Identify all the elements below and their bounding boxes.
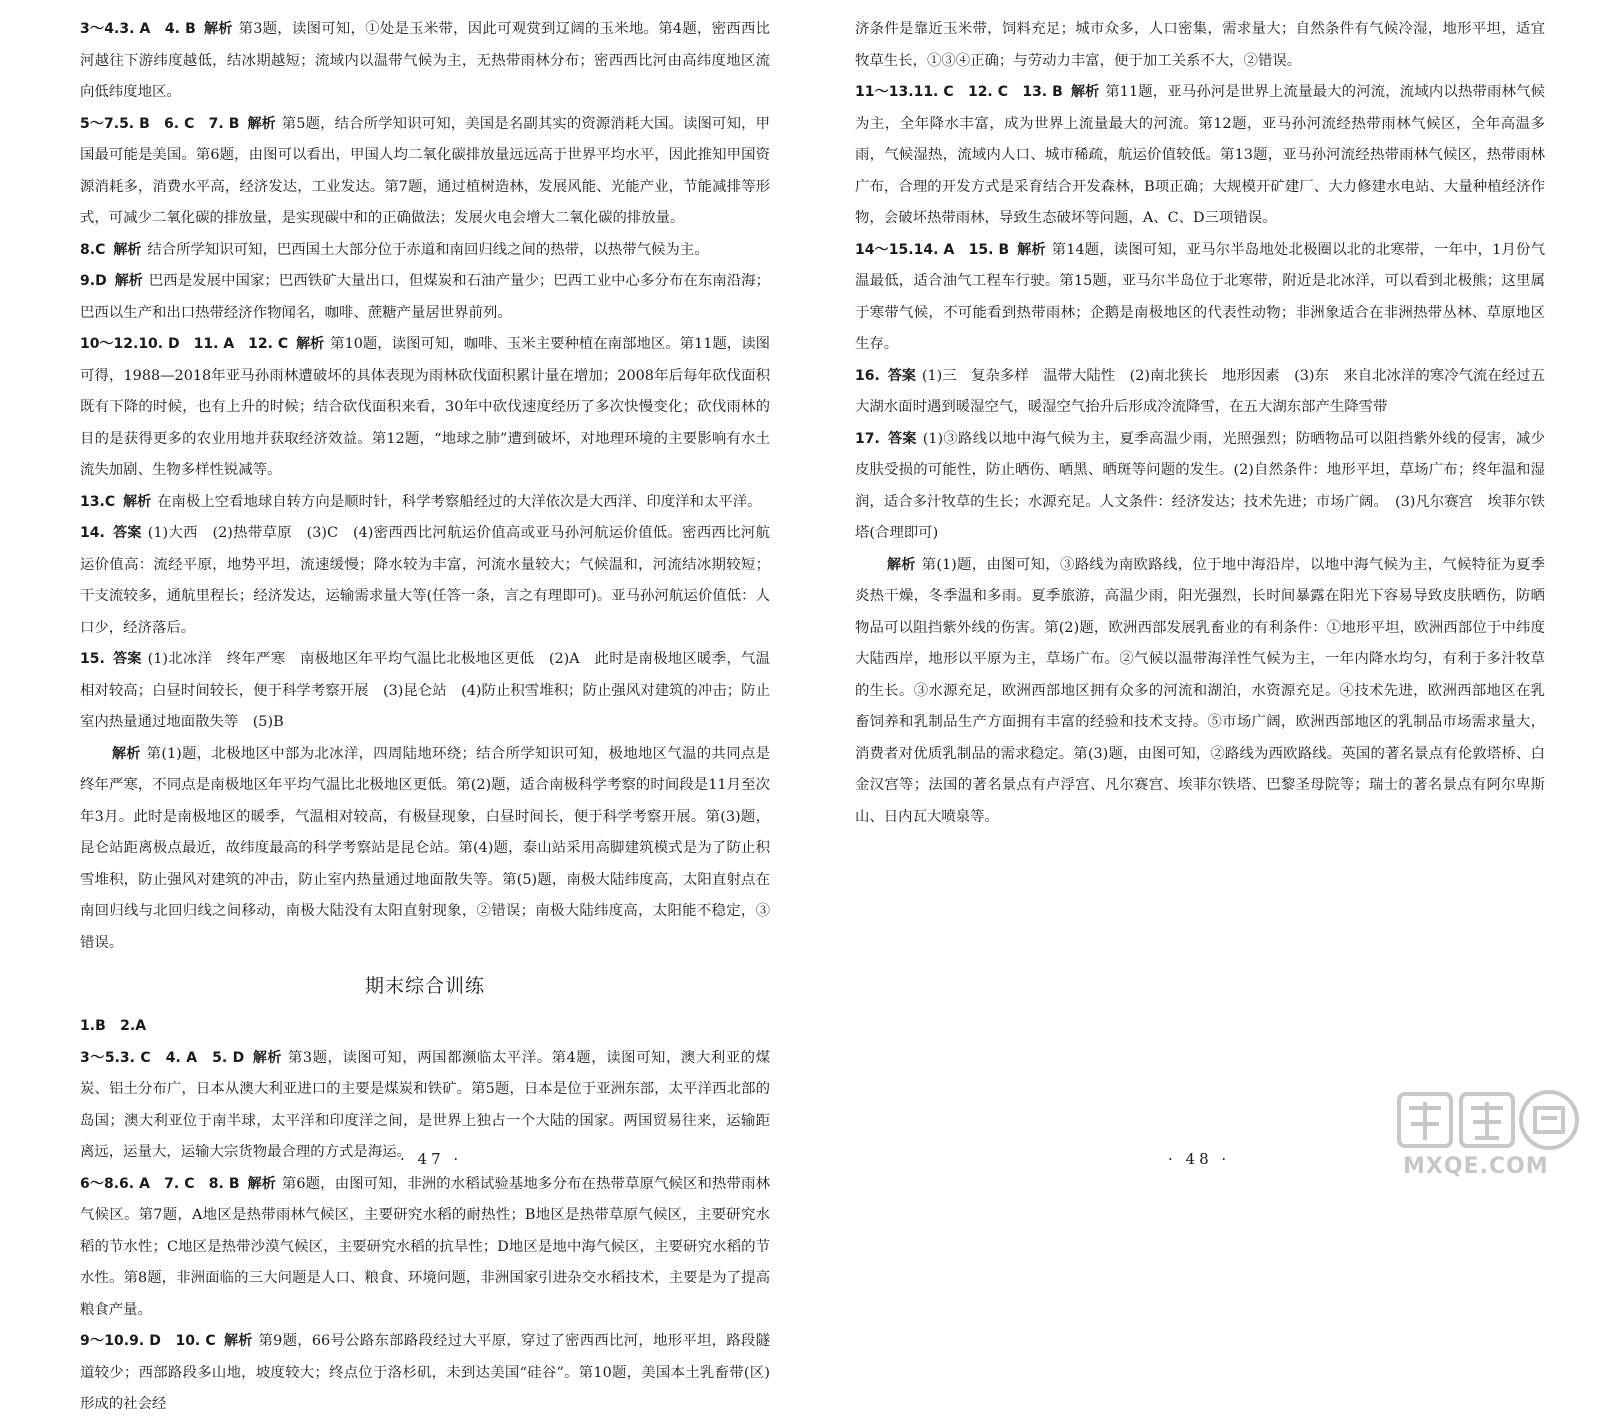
answer-label: 答案 (887, 367, 916, 384)
paragraph-text: 第(1)题，由图可知，③路线为南欧路线，位于地中海沿岸，以地中海气候为主，气候特征为夏季炎热干燥，冬季温和多雨。夏季旅游，高温少雨，阳光强烈，长时间暴露在阳光下容易导致皮肤晒伤，防晒物品可以阻挡紫外线的伤害。第(2)题，欧洲西部发展乳畜业的有利条件：①地形平坦，欧洲西部位于中纬度大陆西岸，地形以平原为主，草场广布。②气候以温带海洋性气候为主，一年内降水均匀，有利于多汁牧草的生长。③水源充足，欧洲西部地区拥有众多的河流和湖泊，水资源充足。④技术先进，欧洲西部地区在乳畜饲养和乳制品生产方面拥有丰富的经验和技术支持。⑤市场广阔，欧洲西部地区的乳制品市场需求量大，消费者对优质乳制品的需求稳定。第(3)题，由图可知，②路线为西欧路线。英国的著名景点有伦敦塔桥、白金汉宫等；法国的著名景点有卢浮宫、凡尔赛宫、埃菲尔铁塔、巴黎圣母院等；瑞士的著名景点有阿尔卑斯山、日内瓦大喷泉等。 (855, 556, 1546, 825)
analysis-label: 解析 (296, 336, 325, 352)
question-number: 16. (855, 367, 880, 384)
analysis-label: 解析 (113, 241, 142, 258)
answer-label: 答案 (887, 430, 917, 447)
paragraph (80, 14, 770, 109)
paragraph-text: 第9题，66号公路东部路段经过大平原，穿过了密西西比河，地形平坦，路段隧道较少；西部路段多山地，坡度较大；终点位于洛杉矶，未到达美国“硅谷”。第10题，美国本土乳畜带(区)形成的社会经 (80, 1333, 771, 1412)
answer-key: 14. A 15. B (913, 241, 1010, 258)
watermark-url: MXQE.COM (1403, 1154, 1549, 1179)
paragraph (80, 1326, 770, 1421)
paragraph-text: 第(1)题，北极地区中部为北冰洋，四周陆地环绕；结合所学知识可知，极地地区气温的共同点是终年严寒，不同点是南极地区年平均气温比北极地区更低。第(2)题，适合南极科学考察的时间段是11月至次年3月。此时是南极地区的暖季，气温相对较高，有极昼现象，白昼时间长，便于科学考察开展。第(3)题，昆仑站距离极点最近，故纬度最高的科学考察站是昆仑站。第(4)题，泰山站采用高脚建筑模式是为了防止积雪堆积，防止强风对建筑的冲击，防止室内热量通过地面散失等。第(5)题，南极大陆纬度高，太阳直射点在南回归线与北回归线之间移动，南极大陆没有太阳直射现象，②错误；南极大陆纬度高，太阳能不稳定，③错误。 (80, 745, 771, 951)
left-page (80, 14, 770, 1421)
answer-key: 6. A 7. C 8. B (119, 1175, 240, 1192)
question-number: 14～15. (855, 241, 914, 258)
paragraph (80, 329, 770, 487)
question-number: 9. (80, 273, 96, 289)
analysis-label: 解析 (252, 1049, 282, 1066)
paragraph (80, 1011, 770, 1043)
analysis-label: 解析 (887, 556, 916, 573)
analysis-label: 解析 (223, 1333, 253, 1349)
question-number: 9～10. (80, 1333, 130, 1349)
paragraph (855, 550, 1545, 834)
answer-key: 5. B 6. C 7. B (119, 115, 240, 132)
paragraph-text: (1)三 复杂多样 温带大陆性 (2)南北狭长 地形因素 (3)东 来自北冰洋的寒冷气流在经过五大湖水面时遇到暖湿空气，暖湿空气抬升后形成冷流降雪，在五大湖东部产生降雪带 (855, 367, 1546, 415)
question-number: 13. (80, 493, 105, 510)
question-number: 6～8. (80, 1175, 120, 1192)
answer-key: 9. D 10. C (129, 1333, 216, 1349)
question-number: 8. (80, 241, 96, 258)
page-number-right: · 48 · (1168, 1150, 1231, 1168)
paragraph (80, 1169, 770, 1327)
paragraph-text: (1)北冰洋 终年严寒 南极地区年平均气温比北极地区更低 (2)A 此时是南极地区暖季，气温相对较高；白昼时间较长，便于科学考察开展 (3)昆仑站 (4)防止积雪堆积；防止强风对建筑的冲击；防止室内热量通过地面散失等 (5)B (80, 651, 771, 730)
answer-key: B (95, 1018, 106, 1034)
question-number: 5～7. (80, 115, 120, 132)
paragraph (80, 266, 770, 329)
answer-key: 11. C 12. C 13. B (913, 84, 1063, 100)
answer-key: A (135, 1018, 147, 1034)
paragraph (80, 235, 770, 267)
answer-label: 答案 (112, 651, 142, 667)
question-number: 1. (80, 1018, 96, 1034)
answer-key: 10. D 11. A 12. C (138, 336, 289, 352)
paragraph-text: 第14题，读图可知，亚马尔半岛地处北极圈以北的北寒带，一年中，1月份气温最低，适合油气工程车行驶。第15题，亚马尔半岛位于北寒带，附近是北冰洋，可以看到北极熊；这里属于寒带气候，不可能看到热带雨林；企鹅是南极地区的代表性动物；非洲象适合在非洲热带丛林、草原地区生存。 (855, 241, 1545, 352)
question-number: 17. (855, 430, 880, 447)
paragraph-text: 第10题，读图可知，咖啡、玉米主要种植在南部地区。第11题，读图可得，1988—2018年亚马孙雨林遭破坏的具体表现为雨林砍伐面积累计量在增加；2008年后每年砍伐面积既有下降的时候，也有上升的时候；结合砍伐面积来看，30年中砍伐速度经历了多次快慢变化；砍伐雨林的目的是获得更多的农业用地并获取经济效益。第12题，“地球之肺”遭到破坏，对地理环境的主要影响有水土流失加剧、生物多样性锐减等。 (80, 336, 770, 478)
paragraph (855, 424, 1545, 550)
analysis-label: 解析 (247, 115, 276, 132)
question-number: 3～5. (80, 1049, 120, 1066)
paragraph (80, 487, 770, 519)
paragraph (80, 518, 770, 644)
paragraph (80, 109, 770, 235)
paragraph-text: 第3题，读图可知，两国都濒临太平洋。第4题，读图可知，澳大利亚的煤炭、铝土分布广，日本从澳大利亚进口的主要是煤炭和铁矿。第5题，日本是位于亚洲东部，太平洋西北部的岛国；澳大利亚位于南半球，太平洋和印度洋之间，是世界上独占一个大陆的国家。两国贸易往来，运输距离远，运量大，运输大宗货物最合理的方式是海运。 (80, 1049, 770, 1160)
answer-key: D (95, 273, 107, 289)
answer-key: C (95, 241, 106, 258)
question-number: 11～13. (855, 84, 914, 100)
paragraph-text: (1)大西 (2)热带草原 (3)C (4)密西西比河航运价值高或亚马孙河航运价值低。密西西比河航运价值高：流经平原，地势平坦，流速缓慢；降水较为丰富，河流水量较大；气候温和，河流结冰期较短；干支流较多，通航里程长；经济发达，运输需求量大等(任答一条，言之有理即可)。亚马孙河航运价值低：人口少，经济落后。 (80, 525, 770, 636)
paragraph-text: 第3题，读图可知，①处是玉米带，因此可观赏到辽阔的玉米地。第4题，密西西比河越往下游纬度越低，结冰期越短；流域内以温带气候为主，无热带雨林分布；密西西比河由高纬度地区流向低纬度地区。 (80, 21, 770, 100)
paragraph-text: 济条件是靠近玉米带，饲料充足；城市众多，人口密集，需求量大；自然条件有气候冷湿，地形平坦，适宜牧草生长，①③④正确；与劳动力丰富，便于加工关系不大，②错误。 (855, 21, 1545, 69)
paragraph (855, 77, 1545, 235)
analysis-label: 解析 (247, 1175, 276, 1192)
analysis-label: 解析 (1017, 241, 1046, 258)
paragraph-text: 第11题，亚马孙河是世界上流量最大的河流，流域内以热带雨林气候为主，全年降水丰富，成为世界上流量最大的河流。第12题，亚马孙河流经热带雨林气候区，全年高温多雨，气候湿热，流域内人口、城市稀疏，航运价值较低。第13题，亚马孙河流经热带雨林气候区，热带雨林广布，合理的开发方式是采育结合开发森林，B项正确；大规模开矿建厂、大力修建水电站、大量种植经济作物，会破坏热带雨林，导致生态破坏等问题，A、C、D三项错误。 (855, 84, 1545, 226)
paragraph-text: (1)③路线以地中海气候为主，夏季高温少雨，光照强烈；防晒物品可以阻挡紫外线的侵害，减少皮肤受损的可能性，防止晒伤、晒黑、晒斑等问题的发生。(2)自然条件：地形平坦，草场广布；终年温和湿润，适合多汁牧草的生长；水源充足。人文条件：经济发达；技术先进；市场广阔。 (3)凡尔赛宫 埃菲尔铁塔(合理即可) (855, 430, 1546, 541)
paragraph-text: 巴西是发展中国家；巴西铁矿大量出口，但煤炭和石油产量少；巴西工业中心多分布在东南沿海；巴西以生产和出口热带经济作物闻名，咖啡、蔗糖产量居世界前列。 (80, 273, 770, 321)
left-page-paragraphs (80, 14, 770, 959)
analysis-label: 解析 (1070, 84, 1100, 100)
question-number: 15. (80, 651, 105, 667)
paragraph (855, 14, 1545, 77)
answer-key: 3. C 4. A 5. D (119, 1049, 245, 1066)
question-number: 2. (120, 1018, 136, 1034)
right-page (855, 14, 1545, 833)
paragraph (855, 361, 1545, 424)
paragraph-text: 在南极上空看地球自转方向是顺时针，科学考察船经过的大洋依次是大西洋、印度洋和太平洋。 (157, 493, 762, 510)
paragraph (80, 739, 770, 960)
analysis-label: 解析 (203, 21, 233, 37)
answer-key: 3. A 4. B (119, 21, 196, 37)
right-page-paragraphs (855, 14, 1545, 833)
question-number: 14. (80, 525, 105, 541)
question-number: 3～4. (80, 21, 120, 37)
answer-key: C (104, 493, 116, 510)
watermark-logo-icon (1395, 1088, 1585, 1158)
analysis-label: 解析 (112, 745, 141, 762)
page-number-left: · 47 · (400, 1150, 463, 1168)
paragraph-text: 第6题，由图可知，非洲的水稻试验基地多分布在热带草原气候区和热带雨林气候区。第7题，A地区是热带雨林气候区，主要研究水稻的耐热性；B地区是热带草原气候区，主要研究水稻的节水性；C地区是热带沙漠气候区，主要研究水稻的抗旱性；D地区是地中海气候区，主要研究水稻的节水性。第8题，非洲面临的三大问题是人口、粮食、环境问题，非洲国家引进杂交水稻技术，主要是为了提高粮食产量。 (80, 1175, 770, 1318)
paragraph (80, 644, 770, 739)
paragraph (855, 235, 1545, 361)
section-title: 期末综合训练 (364, 975, 485, 997)
analysis-label: 解析 (114, 273, 143, 289)
watermark (1395, 1088, 1585, 1188)
question-number: 10～12. (80, 336, 139, 352)
paragraph-text: 第5题，结合所学知识可知，美国是名副其实的资源消耗大国。读图可知，甲国最可能是美国。第6题，由图可以看出，甲国人均二氧化碳排放量远远高于世界平均水平，因此推知甲国资源消耗多，消费水平高，经济发达，工业发达。第7题，通过植树造林，发展风能、光能产业，节能减排等形式，可减少二氧化碳的排放量，是实现碳中和的正确做法；发展火电会增大二氧化碳的排放量。 (80, 115, 770, 226)
paragraph-text: 结合所学知识可知，巴西国土大部分位于赤道和南回归线之间的热带，以热带气候为主。 (147, 241, 709, 258)
left-page-paragraphs-2 (80, 1011, 770, 1421)
answer-label: 答案 (112, 525, 142, 541)
analysis-label: 解析 (123, 493, 152, 510)
